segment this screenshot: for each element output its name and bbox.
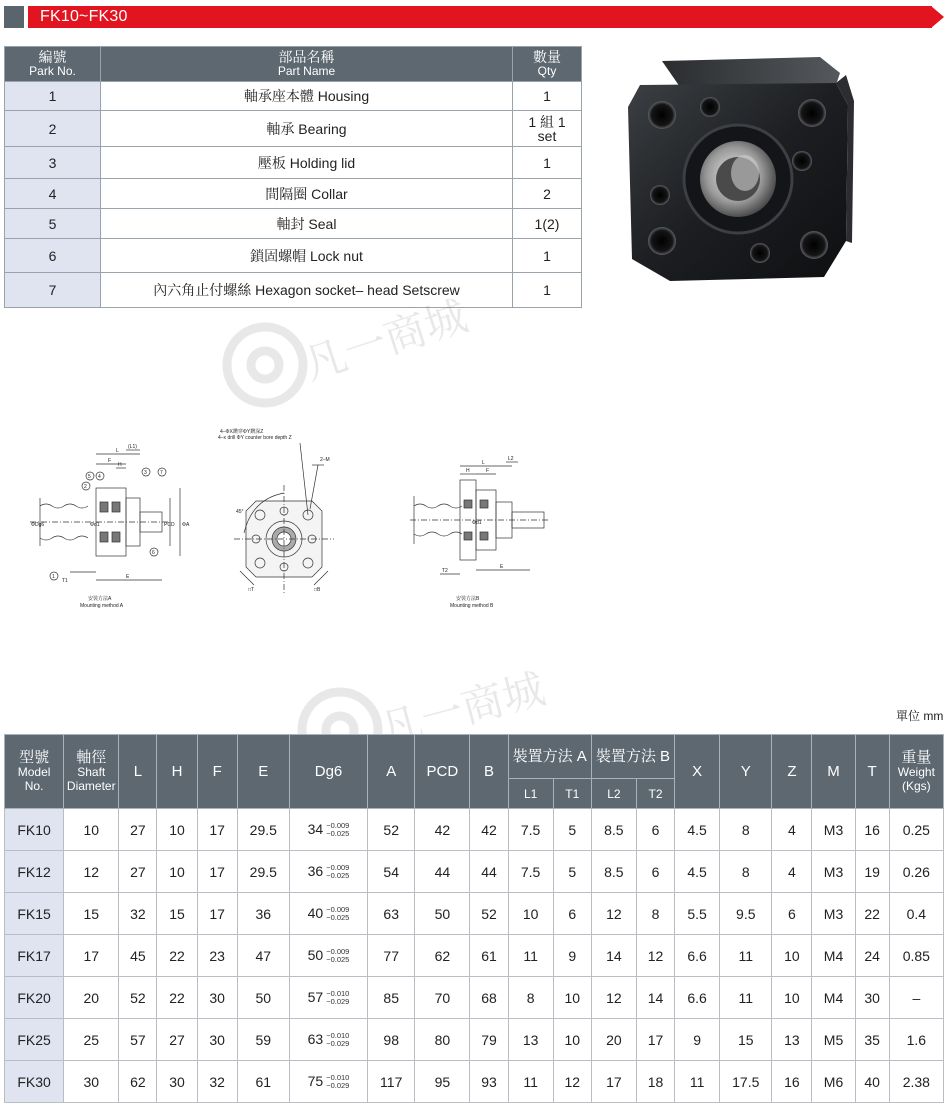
cell-z: 13	[772, 1019, 812, 1061]
cell-weight: 2.38	[889, 1061, 943, 1103]
cell-l: 52	[119, 977, 157, 1019]
cell-f: 30	[197, 977, 237, 1019]
cell-model: FK25	[5, 1019, 64, 1061]
cell-t1: 5	[553, 809, 591, 851]
cell-shaft: 30	[64, 1061, 119, 1103]
cell-shaft: 25	[64, 1019, 119, 1061]
part-no: 7	[5, 273, 101, 308]
cell-m: M3	[812, 851, 855, 893]
parts-row	[5, 179, 582, 209]
header-t: T	[855, 735, 889, 809]
dim-label-b: □B	[314, 587, 321, 593]
cell-x: 9	[675, 1019, 720, 1061]
cell-y: 17.5	[720, 1061, 772, 1103]
dim-label-f: F	[108, 458, 112, 464]
cell-t1: 5	[553, 851, 591, 893]
callout-1: 1	[52, 574, 55, 580]
spec-row	[5, 1061, 944, 1103]
spec-table	[4, 734, 944, 1103]
header-m: M	[812, 735, 855, 809]
callout-3: 3	[144, 470, 147, 476]
cell-dg6	[289, 977, 367, 1019]
cell-l2: 8.5	[591, 809, 636, 851]
cell-h: 22	[157, 977, 197, 1019]
cell-b: 68	[470, 977, 508, 1019]
callout-2: 2	[84, 484, 87, 490]
cell-t: 19	[855, 851, 889, 893]
dg6-tolerance	[326, 1032, 349, 1048]
cell-a: 77	[368, 935, 415, 977]
cell-a: 98	[368, 1019, 415, 1061]
cell-z: 10	[772, 935, 812, 977]
cell-shaft: 12	[64, 851, 119, 893]
tolerance-lower: −0.029	[326, 1081, 350, 1091]
part-qty: 2	[513, 179, 582, 209]
parts-header-no: 編號 Park No.	[5, 47, 101, 82]
cell-t2: 18	[636, 1061, 674, 1103]
dg6-tolerance	[326, 906, 349, 922]
parts-row	[5, 111, 582, 147]
cell-t2: 14	[636, 977, 674, 1019]
callout-6: 6	[152, 550, 155, 556]
cell-l: 57	[119, 1019, 157, 1061]
part-qty: 1	[513, 147, 582, 179]
cell-t2: 6	[636, 809, 674, 851]
dg6-value: 40	[307, 904, 324, 921]
dim-label-d1: Φd1	[472, 520, 482, 526]
dg6-tolerance	[326, 864, 349, 880]
part-no: 6	[5, 239, 101, 273]
cell-t: 40	[855, 1061, 889, 1103]
bore-note-zh: 4–ΦX鑽穿ΦY鑽深Z	[220, 429, 264, 435]
dg6-value: 57	[307, 988, 324, 1005]
page-title: FK10~FK30	[40, 8, 128, 25]
dim-label-t: □T	[248, 587, 255, 593]
part-no: 2	[5, 111, 101, 147]
cell-b: 52	[470, 893, 508, 935]
tolerance-lower: −0.029	[326, 997, 350, 1007]
header-b: B	[470, 735, 508, 809]
dim-label-a: ΦA	[182, 522, 190, 528]
cell-h: 22	[157, 935, 197, 977]
part-no: 1	[5, 82, 101, 111]
dg6-value: 36	[307, 862, 324, 879]
mounting-hole-icon	[800, 231, 828, 259]
spec-header-row	[5, 735, 944, 779]
cell-x: 6.6	[675, 935, 720, 977]
header-e: E	[237, 735, 289, 809]
spec-row	[5, 977, 944, 1019]
mounting-hole-icon	[798, 99, 826, 127]
cell-t2: 17	[636, 1019, 674, 1061]
cell-y: 15	[720, 1019, 772, 1061]
cell-l2: 14	[591, 935, 636, 977]
cell-l1: 13	[508, 1019, 553, 1061]
cell-x: 11	[675, 1061, 720, 1103]
tolerance-lower: −0.029	[326, 1039, 350, 1049]
header-method-b: 裝置方法 B	[591, 735, 674, 779]
header-t2: T2	[636, 779, 674, 809]
cell-y: 11	[720, 935, 772, 977]
cell-t: 30	[855, 977, 889, 1019]
housing-top-face	[662, 57, 840, 87]
section-header	[4, 6, 944, 28]
cell-b: 79	[470, 1019, 508, 1061]
cell-weight: 0.4	[889, 893, 943, 935]
spec-row	[5, 893, 944, 935]
mounting-hole-icon	[648, 227, 676, 255]
cell-t1: 10	[553, 977, 591, 1019]
product-photo	[600, 45, 870, 295]
cell-z: 6	[772, 893, 812, 935]
cell-dg6	[289, 1061, 367, 1103]
cell-z: 4	[772, 851, 812, 893]
cell-m: M6	[812, 1061, 855, 1103]
callout-4: 4	[98, 474, 101, 480]
cell-l: 62	[119, 1061, 157, 1103]
cell-l2: 20	[591, 1019, 636, 1061]
parts-header-name: 部品名稱 Part Name	[101, 47, 513, 82]
dim-label-t2: T2	[442, 568, 448, 574]
parts-header-row	[5, 47, 582, 82]
header-l2: L2	[591, 779, 636, 809]
cell-f: 17	[197, 809, 237, 851]
cell-x: 5.5	[675, 893, 720, 935]
header-z: Z	[772, 735, 812, 809]
spec-row	[5, 851, 944, 893]
cell-pcd: 70	[415, 977, 470, 1019]
cell-pcd: 42	[415, 809, 470, 851]
callout-7: 7	[160, 470, 163, 476]
cell-f: 32	[197, 1061, 237, 1103]
dim-label-e: E	[500, 564, 504, 570]
part-name: 內六角止付螺絲 Hexagon socket– head Setscrew	[101, 273, 513, 308]
cell-x: 4.5	[675, 809, 720, 851]
part-qty: 1(2)	[513, 209, 582, 239]
spec-table-body	[5, 809, 944, 1103]
cell-e: 36	[237, 893, 289, 935]
cell-x: 4.5	[675, 851, 720, 893]
cell-t: 22	[855, 893, 889, 935]
parts-header-qty: 數量 Qty	[513, 47, 582, 82]
dim-label-d1: Φd1	[90, 522, 100, 528]
dim-label-l1: (L1)	[128, 444, 137, 450]
cell-weight: 0.85	[889, 935, 943, 977]
tolerance-lower: −0.025	[326, 955, 350, 965]
cell-m: M4	[812, 977, 855, 1019]
cell-t1: 12	[553, 1061, 591, 1103]
cell-z: 4	[772, 809, 812, 851]
mounting-hole-icon	[648, 101, 676, 129]
tap-label: 2–M	[320, 457, 330, 463]
cell-x: 6.6	[675, 977, 720, 1019]
header-f: F	[197, 735, 237, 809]
cell-dg6	[289, 893, 367, 935]
header-x: X	[675, 735, 720, 809]
cell-l1: 8	[508, 977, 553, 1019]
cell-dg6	[289, 1019, 367, 1061]
cell-weight: 1.6	[889, 1019, 943, 1061]
cell-e: 59	[237, 1019, 289, 1061]
part-no: 4	[5, 179, 101, 209]
cell-l: 45	[119, 935, 157, 977]
cell-m: M3	[812, 893, 855, 935]
cell-t: 35	[855, 1019, 889, 1061]
header-weight: 重量 Weight (Kgs)	[889, 735, 943, 809]
cell-y: 11	[720, 977, 772, 1019]
cell-l1: 7.5	[508, 809, 553, 851]
cell-l2: 12	[591, 977, 636, 1019]
part-no: 5	[5, 209, 101, 239]
screw-hole-icon	[792, 151, 812, 171]
dg6-value: 75	[307, 1072, 324, 1089]
part-name: 間隔圈 Collar	[101, 179, 513, 209]
tolerance-upper: −0.009	[326, 905, 350, 915]
tolerance-lower: −0.025	[326, 913, 350, 923]
header-l1: L1	[508, 779, 553, 809]
header-t1: T1	[553, 779, 591, 809]
dg6-tolerance	[326, 822, 349, 838]
cell-model: FK30	[5, 1061, 64, 1103]
dg6-tolerance	[326, 948, 349, 964]
cell-weight: 0.26	[889, 851, 943, 893]
header-accent	[4, 6, 24, 28]
cell-t: 24	[855, 935, 889, 977]
cell-b: 44	[470, 851, 508, 893]
cell-f: 17	[197, 893, 237, 935]
cell-t2: 6	[636, 851, 674, 893]
drawing-front-view	[200, 425, 360, 595]
part-name: 軸封 Seal	[101, 209, 513, 239]
cell-dg6	[289, 935, 367, 977]
cell-l: 27	[119, 809, 157, 851]
cell-shaft: 20	[64, 977, 119, 1019]
header-method-a: 裝置方法 A	[508, 735, 591, 779]
cell-e: 29.5	[237, 809, 289, 851]
dg6-tolerance	[326, 990, 349, 1006]
cell-l: 32	[119, 893, 157, 935]
dg6-value: 34	[307, 820, 324, 837]
dim-label-h: H	[466, 468, 470, 474]
spec-row	[5, 809, 944, 851]
spec-row	[5, 1019, 944, 1061]
header-shaft: 軸徑 Shaft Diameter	[64, 735, 119, 809]
cell-b: 42	[470, 809, 508, 851]
cell-f: 30	[197, 1019, 237, 1061]
cell-model: FK10	[5, 809, 64, 851]
parts-table	[4, 46, 582, 308]
parts-row	[5, 273, 582, 308]
cell-m: M4	[812, 935, 855, 977]
bore-highlight	[731, 155, 759, 191]
part-name: 壓板 Holding lid	[101, 147, 513, 179]
spec-row	[5, 935, 944, 977]
header-a: A	[368, 735, 415, 809]
caption-method-a-zh: 安裝方法A	[88, 596, 112, 602]
dim-label-f: F	[486, 468, 490, 474]
cell-e: 47	[237, 935, 289, 977]
cell-h: 10	[157, 851, 197, 893]
cell-b: 61	[470, 935, 508, 977]
cell-a: 63	[368, 893, 415, 935]
cell-pcd: 50	[415, 893, 470, 935]
screw-hole-icon	[700, 97, 720, 117]
part-name: 鎖固螺帽 Lock nut	[101, 239, 513, 273]
unit-label: 單位 mm	[896, 709, 944, 723]
cell-shaft: 10	[64, 809, 119, 851]
cell-pcd: 62	[415, 935, 470, 977]
parts-row	[5, 82, 582, 111]
screw-hole-icon	[650, 185, 670, 205]
part-name: 軸承 Bearing	[101, 111, 513, 147]
dg6-tolerance	[326, 1074, 349, 1090]
cell-t1: 9	[553, 935, 591, 977]
cell-shaft: 17	[64, 935, 119, 977]
cell-model: FK17	[5, 935, 64, 977]
cell-l1: 7.5	[508, 851, 553, 893]
parts-row	[5, 147, 582, 179]
cell-weight: –	[889, 977, 943, 1019]
tolerance-lower: −0.025	[326, 871, 350, 881]
angle-label: 45°	[236, 509, 244, 515]
part-name: 軸承座本體 Housing	[101, 82, 513, 111]
parts-row	[5, 239, 582, 273]
parts-row	[5, 209, 582, 239]
tolerance-upper: −0.009	[326, 863, 350, 873]
cell-z: 16	[772, 1061, 812, 1103]
header-arrow	[931, 6, 944, 28]
tolerance-upper: −0.010	[326, 1073, 350, 1083]
cell-l1: 11	[508, 935, 553, 977]
header-pcd: PCD	[415, 735, 470, 809]
drawing-method-b	[410, 450, 555, 615]
header-band	[28, 6, 932, 28]
cell-b: 93	[470, 1061, 508, 1103]
cell-t1: 10	[553, 1019, 591, 1061]
cell-h: 30	[157, 1061, 197, 1103]
cell-l2: 12	[591, 893, 636, 935]
cell-l1: 10	[508, 893, 553, 935]
cell-f: 23	[197, 935, 237, 977]
cell-z: 10	[772, 977, 812, 1019]
dim-label-dg6: ΦDg6	[31, 522, 45, 528]
drawing-method-a	[30, 440, 200, 615]
cell-pcd: 95	[415, 1061, 470, 1103]
cell-h: 10	[157, 809, 197, 851]
cell-model: FK20	[5, 977, 64, 1019]
caption-method-a-en: Mounting method A	[80, 603, 124, 609]
part-qty: 1	[513, 273, 582, 308]
cell-m: M5	[812, 1019, 855, 1061]
cell-e: 61	[237, 1061, 289, 1103]
dim-label-l: L	[116, 448, 119, 454]
cell-l2: 8.5	[591, 851, 636, 893]
cell-h: 15	[157, 893, 197, 935]
cell-dg6	[289, 809, 367, 851]
tolerance-upper: −0.009	[326, 947, 350, 957]
cell-weight: 0.25	[889, 809, 943, 851]
cell-a: 117	[368, 1061, 415, 1103]
cell-y: 8	[720, 809, 772, 851]
cell-a: 54	[368, 851, 415, 893]
part-qty: 1 組 1 set	[513, 111, 582, 147]
dim-label-l: L	[482, 460, 485, 466]
cell-pcd: 80	[415, 1019, 470, 1061]
tolerance-upper: −0.009	[326, 821, 350, 831]
tolerance-upper: −0.010	[326, 989, 350, 999]
header-l: L	[119, 735, 157, 809]
dim-label-pcd: PCD	[164, 522, 175, 528]
cell-pcd: 44	[415, 851, 470, 893]
watermark-text: 凡一商城	[374, 663, 550, 755]
cell-t2: 8	[636, 893, 674, 935]
cell-model: FK12	[5, 851, 64, 893]
cell-shaft: 15	[64, 893, 119, 935]
cell-y: 8	[720, 851, 772, 893]
cell-t: 16	[855, 809, 889, 851]
cell-dg6	[289, 851, 367, 893]
bore-note-en: 4–x drill ΦY counter bore depth Z	[218, 435, 292, 441]
dg6-value: 63	[307, 1030, 324, 1047]
part-qty: 1	[513, 239, 582, 273]
caption-method-b-en: Mounting method B	[450, 603, 494, 609]
cell-l1: 11	[508, 1061, 553, 1103]
tolerance-lower: −0.025	[326, 829, 350, 839]
cell-h: 27	[157, 1019, 197, 1061]
screw-hole-icon	[750, 243, 770, 263]
dim-label-h: H	[118, 462, 122, 468]
dim-label-e: E	[126, 574, 130, 580]
cell-y: 9.5	[720, 893, 772, 935]
dg6-value: 50	[307, 946, 324, 963]
dim-label-l2: L2	[508, 456, 514, 462]
cell-model: FK15	[5, 893, 64, 935]
cell-l: 27	[119, 851, 157, 893]
tolerance-upper: −0.010	[326, 1031, 350, 1041]
header-dg6: Dg6	[289, 735, 367, 809]
part-qty: 1	[513, 82, 582, 111]
header-y: Y	[720, 735, 772, 809]
cell-a: 85	[368, 977, 415, 1019]
cell-a: 52	[368, 809, 415, 851]
watermark-text: 凡一商城	[297, 290, 473, 390]
cell-e: 50	[237, 977, 289, 1019]
header-h: H	[157, 735, 197, 809]
dim-label-t1: T1	[62, 578, 68, 584]
cell-t1: 6	[553, 893, 591, 935]
cell-m: M3	[812, 809, 855, 851]
callout-5: 5	[88, 474, 91, 480]
cell-f: 17	[197, 851, 237, 893]
cell-t2: 12	[636, 935, 674, 977]
cell-l2: 17	[591, 1061, 636, 1103]
caption-method-b-zh: 安裝方法B	[456, 596, 480, 602]
part-no: 3	[5, 147, 101, 179]
header-model: 型號 Model No.	[5, 735, 64, 809]
cell-e: 29.5	[237, 851, 289, 893]
